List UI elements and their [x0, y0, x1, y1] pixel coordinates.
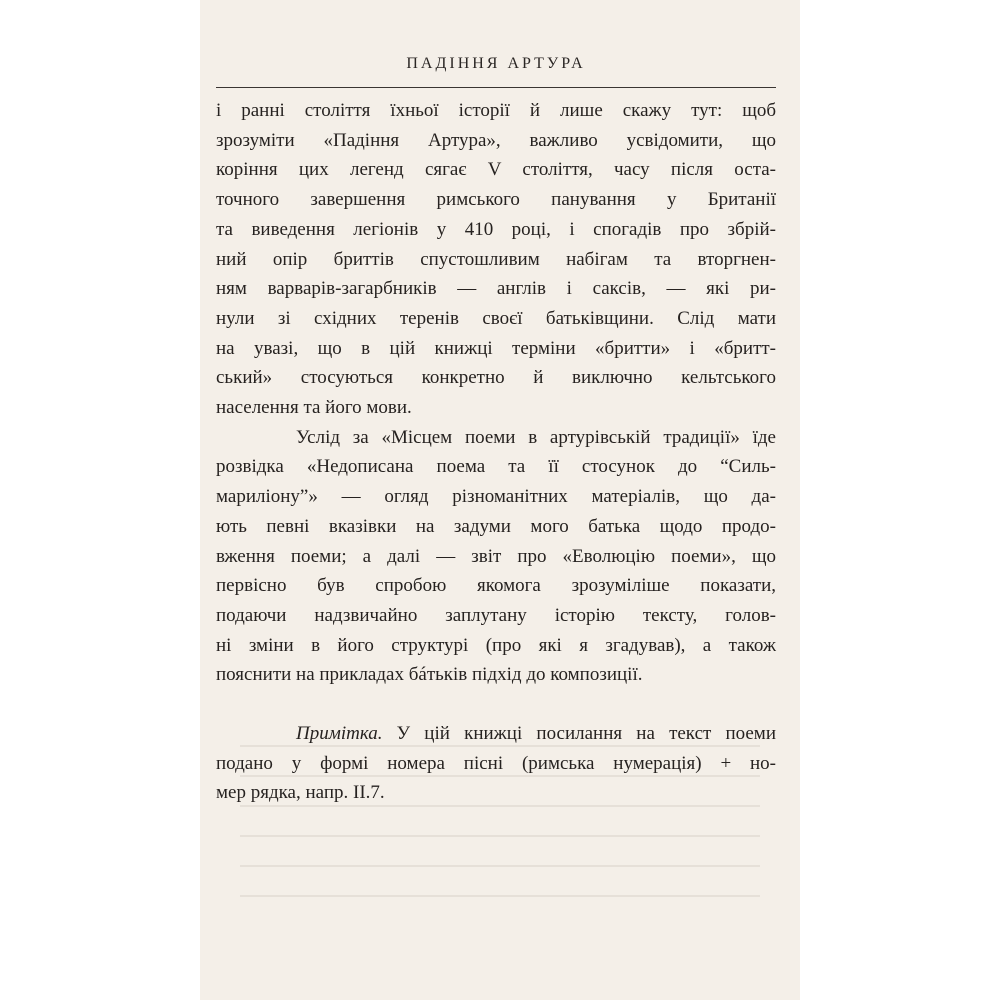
- text-line: Услід за «Місцем поеми в артурівській традиції» їде: [296, 426, 776, 448]
- paragraph-1: [216, 96, 776, 423]
- show-through-line: [240, 745, 760, 747]
- text-line: подано у формі номера пісні (римська нумерація) + но-: [216, 752, 776, 774]
- header-rule: [216, 87, 776, 88]
- text-line: коріння цих легенд сягає V століття, часу після оста-: [216, 159, 776, 181]
- text-line: ють певні вказівки на задуми мого батька щодо продо-: [216, 515, 776, 537]
- note-text: У цій книжці посилання на текст поеми: [382, 723, 776, 745]
- text-line: зрозуміти «Падіння Артура», важливо усвідомити, що: [216, 129, 776, 151]
- text-line: та виведення легіонів у 410 році, і спогадів про збрій-: [216, 218, 776, 240]
- note-label: Примітка.: [296, 723, 383, 745]
- text-line: нули зі східних теренів своєї батьківщини. Слід мати: [216, 307, 776, 329]
- show-through-line: [240, 775, 760, 777]
- text-line: первісно був спробою якомога зрозуміліше показати,: [216, 575, 776, 597]
- show-through-line: [240, 865, 760, 867]
- text-line: ський» стосуються конкретно й виключно кельтського: [216, 367, 776, 389]
- text-line: мариліону”» — огляд різноманітних матеріалів, що да-: [216, 486, 776, 508]
- text-line: точного завершення римського панування у Британії: [216, 189, 776, 211]
- text-line: мер рядка, напр. II.7.: [216, 782, 385, 804]
- show-through-line: [240, 895, 760, 897]
- note-paragraph: [216, 719, 776, 808]
- text-line: ні зміни в його структурі (про які я згадував), а також: [216, 634, 776, 656]
- text-line: і ранні століття їхньої історії й лише скажу тут: щоб: [216, 100, 776, 121]
- text-line: вження поеми; а далі — звіт про «Еволюцію поеми», що: [216, 545, 776, 567]
- text-line: пояснити на прикладах бáтьків підхід до композиції.: [216, 664, 643, 686]
- text-line: на увазі, що в цій книжці терміни «бритти» і «бритт-: [216, 337, 776, 359]
- text-line: ням варварів-загарбників — англів і саксів, — які ри-: [216, 278, 776, 300]
- text-line: розвідка «Недописана поема та її стосунок до “Силь-: [216, 456, 776, 478]
- paragraph-2: [216, 423, 776, 690]
- running-head: ПАДІННЯ АРТУРА: [406, 55, 586, 72]
- body-text: [216, 96, 776, 808]
- text-line: подаючи надзвичайно заплутану історію тексту, голов-: [216, 604, 776, 626]
- show-through-line: [240, 805, 760, 807]
- text-line: ний опір бриттів спустошливим набігам та вторгнен-: [216, 248, 776, 270]
- show-through-line: [240, 835, 760, 837]
- text-line: населення та його мови.: [216, 397, 412, 419]
- paragraph-gap: [216, 690, 776, 719]
